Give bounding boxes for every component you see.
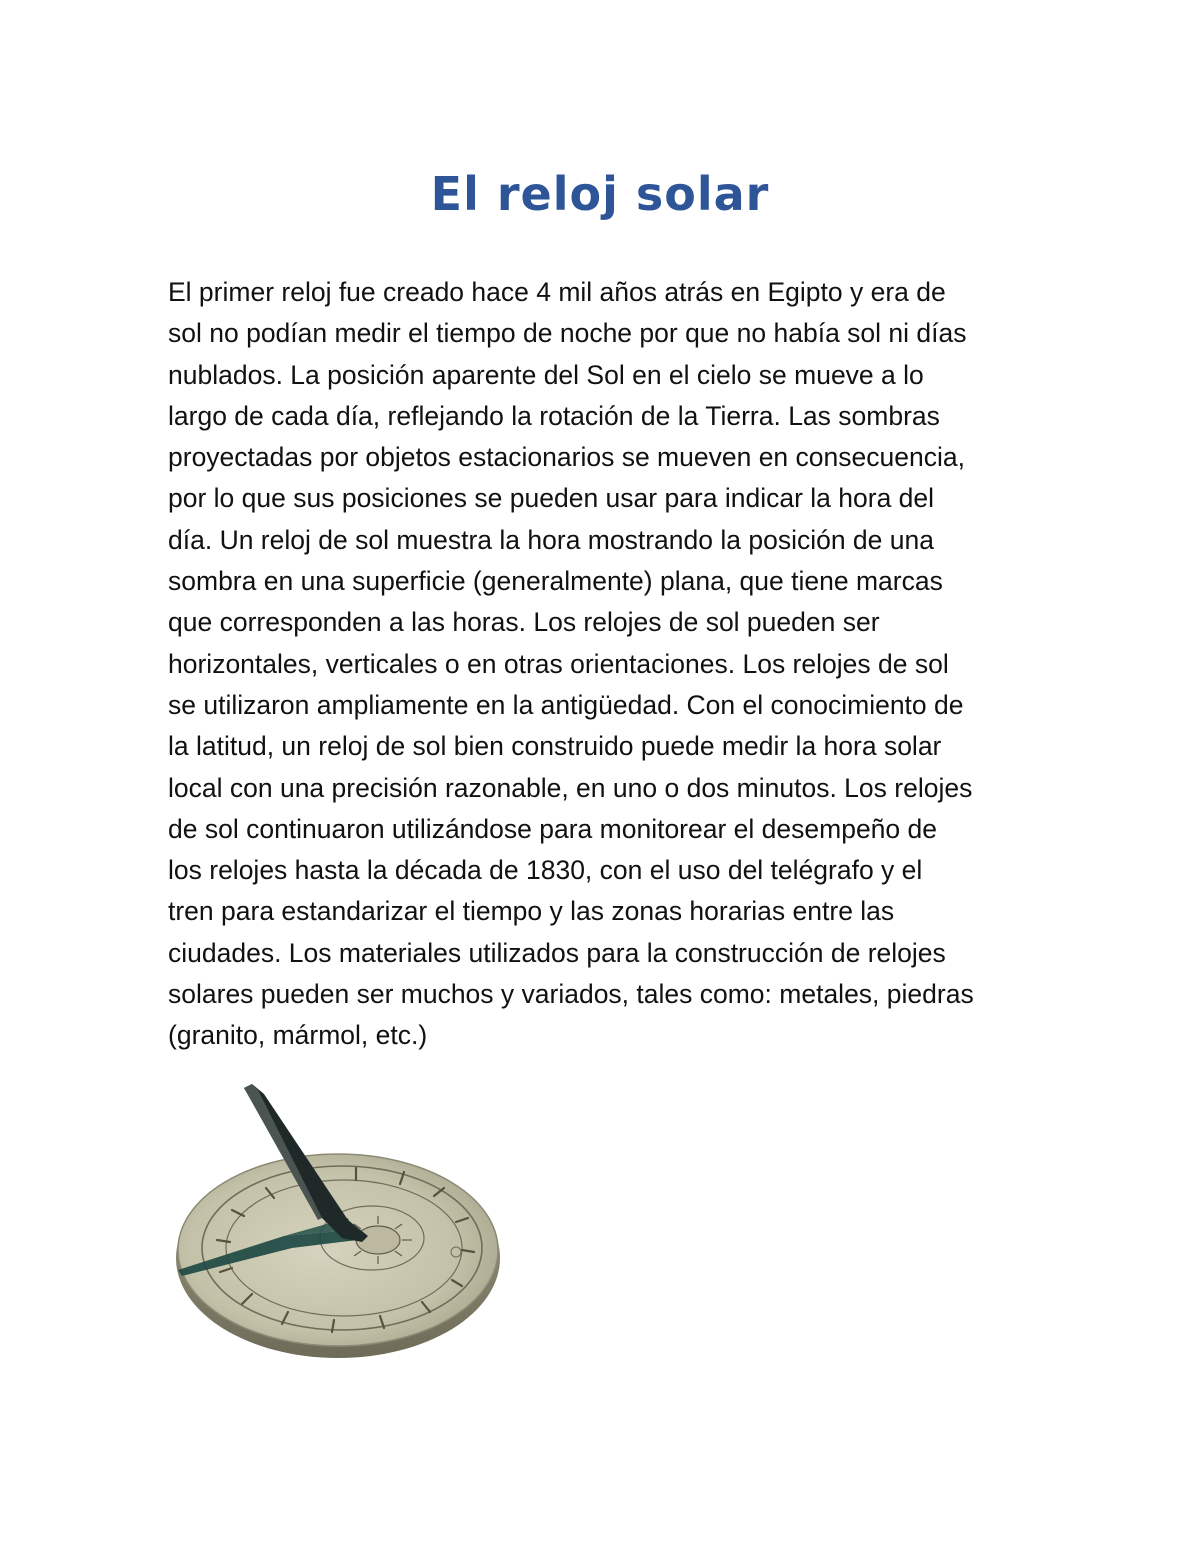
paragraph-line: horizontales, verticales o en otras orientaciones. Los relojes de sol: [168, 648, 949, 679]
paragraph-line: por lo que sus posiciones se pueden usar para indicar la hora del: [168, 483, 935, 514]
paragraph-line: sombra en una superficie (generalmente) plana, que tiene marcas: [168, 566, 943, 597]
paragraph-line: El primer reloj fue creado hace 4 mil años atrás en Egipto y era de: [168, 277, 946, 307]
page-title: El reloj solar: [430, 167, 770, 221]
paragraph-line: que corresponden a las horas. Los relojes de sol pueden ser: [168, 607, 880, 638]
paragraph-line: de sol continuaron utilizándose para monitorear el desempeño de: [168, 813, 937, 844]
paragraph-line: se utilizaron ampliamente en la antigüedad. Con el conocimiento de: [168, 689, 964, 720]
paragraph-line: ciudades. Los materiales utilizados para la construcción de relojes: [168, 937, 946, 968]
paragraph-line: la latitud, un reloj de sol bien construido puede medir la hora solar: [168, 731, 942, 762]
paragraph-line: (granito, mármol, etc.): [168, 1020, 428, 1051]
paragraph-line: día. Un reloj de sol muestra la hora mostrando la posición de una: [168, 524, 934, 555]
paragraph-line: nublados. La posición aparente del Sol en el cielo se mueve a lo: [168, 359, 924, 390]
paragraph-line: largo de cada día, reflejando la rotación de la Tierra. Las sombras: [168, 400, 940, 431]
paragraph-line: sol no podían medir el tiempo de noche por que no había sol ni días: [168, 318, 967, 349]
paragraph-line: local con una precisión razonable, en uno o dos minutos. Los relojes: [168, 772, 973, 803]
body-paragraph: [168, 272, 1048, 1057]
sundial-image: [172, 1080, 512, 1365]
paragraph-line: proyectadas por objetos estacionarios se mueven en consecuencia,: [168, 442, 965, 473]
paragraph-line: solares pueden ser muchos y variados, tales como: metales, piedras: [168, 979, 974, 1010]
paragraph-line: los relojes hasta la década de 1830, con el uso del telégrafo y el: [168, 855, 923, 886]
paragraph-line: tren para estandarizar el tiempo y las zonas horarias entre las: [168, 896, 895, 927]
